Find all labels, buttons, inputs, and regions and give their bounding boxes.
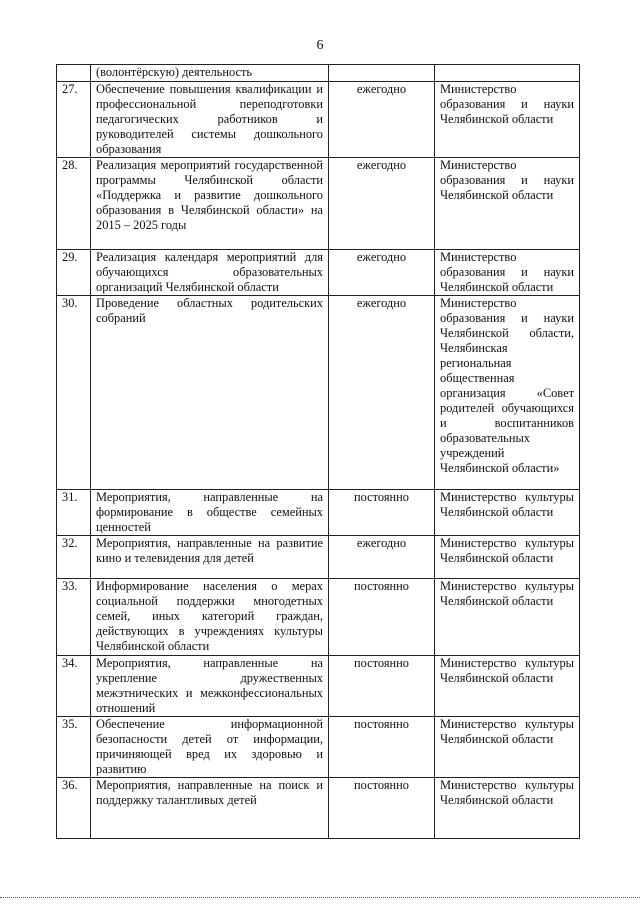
term-cell <box>329 65 435 82</box>
measures-table <box>56 64 580 839</box>
row-number-cell: 31. <box>57 490 91 536</box>
row-number-cell <box>57 65 91 82</box>
row-number-cell: 35. <box>57 717 91 778</box>
responsible-cell: Министерство культуры Челябинской области <box>435 717 580 778</box>
term-cell: ежегодно <box>329 82 435 158</box>
table-row <box>57 717 580 778</box>
table-row <box>57 296 580 490</box>
term-cell: постоянно <box>329 778 435 839</box>
table-row <box>57 158 580 250</box>
row-number-cell: 34. <box>57 656 91 717</box>
responsible-cell: Министерство культуры Челябинской области <box>435 490 580 536</box>
table-row <box>57 490 580 536</box>
measure-name-cell: Информирование населения о мерах социальной поддержки многодетных семей, иных категорий граждан, действующих в учреждениях культуры Челябинской области <box>91 579 329 656</box>
row-number-cell: 28. <box>57 158 91 250</box>
row-number-cell: 36. <box>57 778 91 839</box>
measure-name-cell: Мероприятия, направленные на развитие кино и телевидения для детей <box>91 536 329 579</box>
term-cell: постоянно <box>329 656 435 717</box>
measure-name-cell: Реализация календаря мероприятий для обучающихся образовательных организаций Челябинской области <box>91 250 329 296</box>
responsible-cell: Министерство культуры Челябинской области <box>435 656 580 717</box>
term-cell: постоянно <box>329 490 435 536</box>
responsible-cell: Министерство образования и науки Челябинской области <box>435 158 580 250</box>
term-cell: ежегодно <box>329 250 435 296</box>
measure-name-cell: Мероприятия, направленные на формирование в обществе семейных ценностей <box>91 490 329 536</box>
table-row <box>57 250 580 296</box>
responsible-cell: Министерство культуры Челябинской области <box>435 778 580 839</box>
row-number-cell: 32. <box>57 536 91 579</box>
row-number-cell: 27. <box>57 82 91 158</box>
table-row <box>57 82 580 158</box>
table-row-continuation <box>57 65 580 82</box>
responsible-cell: Министерство культуры Челябинской области <box>435 536 580 579</box>
measure-name-cell: Обеспечение информационной безопасности детей от информации, причиняющей вред их здоровью и развитию <box>91 717 329 778</box>
responsible-cell: Министерство культуры Челябинской области <box>435 579 580 656</box>
row-number-cell: 29. <box>57 250 91 296</box>
page-bottom-divider <box>0 897 640 898</box>
term-cell: постоянно <box>329 717 435 778</box>
table-row <box>57 778 580 839</box>
table-row <box>57 579 580 656</box>
measure-name-cell: Обеспечение повышения квалификации и профессиональной переподготовки педагогических работников и руководителей системы дошкольного образования <box>91 82 329 158</box>
measure-name-cell: (волонтёрскую) деятельность <box>91 65 329 82</box>
responsible-cell: Министерство образования и науки Челябинской области, Челябинская региональная общественная организация «Совет родителей обучающихся и воспитанников образовательных учреждений Челябинской области» <box>435 296 580 490</box>
page-number: 6 <box>316 38 324 53</box>
row-number-cell: 33. <box>57 579 91 656</box>
term-cell: ежегодно <box>329 158 435 250</box>
table-row <box>57 656 580 717</box>
responsible-cell: Министерство образования и науки Челябинской области <box>435 250 580 296</box>
responsible-cell <box>435 65 580 82</box>
measure-name-cell: Мероприятия, направленные на поиск и поддержку талантливых детей <box>91 778 329 839</box>
row-number-cell: 30. <box>57 296 91 490</box>
term-cell: постоянно <box>329 579 435 656</box>
term-cell: ежегодно <box>329 296 435 490</box>
measure-name-cell: Реализация мероприятий государственной программы Челябинской области «Поддержка и развитие дошкольного образования в Челябинской области» на 2015 – 2025 годы <box>91 158 329 250</box>
measure-name-cell: Мероприятия, направленные на укрепление дружественных межэтнических и межконфессиональных отношений <box>91 656 329 717</box>
table-row <box>57 536 580 579</box>
responsible-cell: Министерство образования и науки Челябинской области <box>435 82 580 158</box>
measure-name-cell: Проведение областных родительских собраний <box>91 296 329 490</box>
term-cell: ежегодно <box>329 536 435 579</box>
